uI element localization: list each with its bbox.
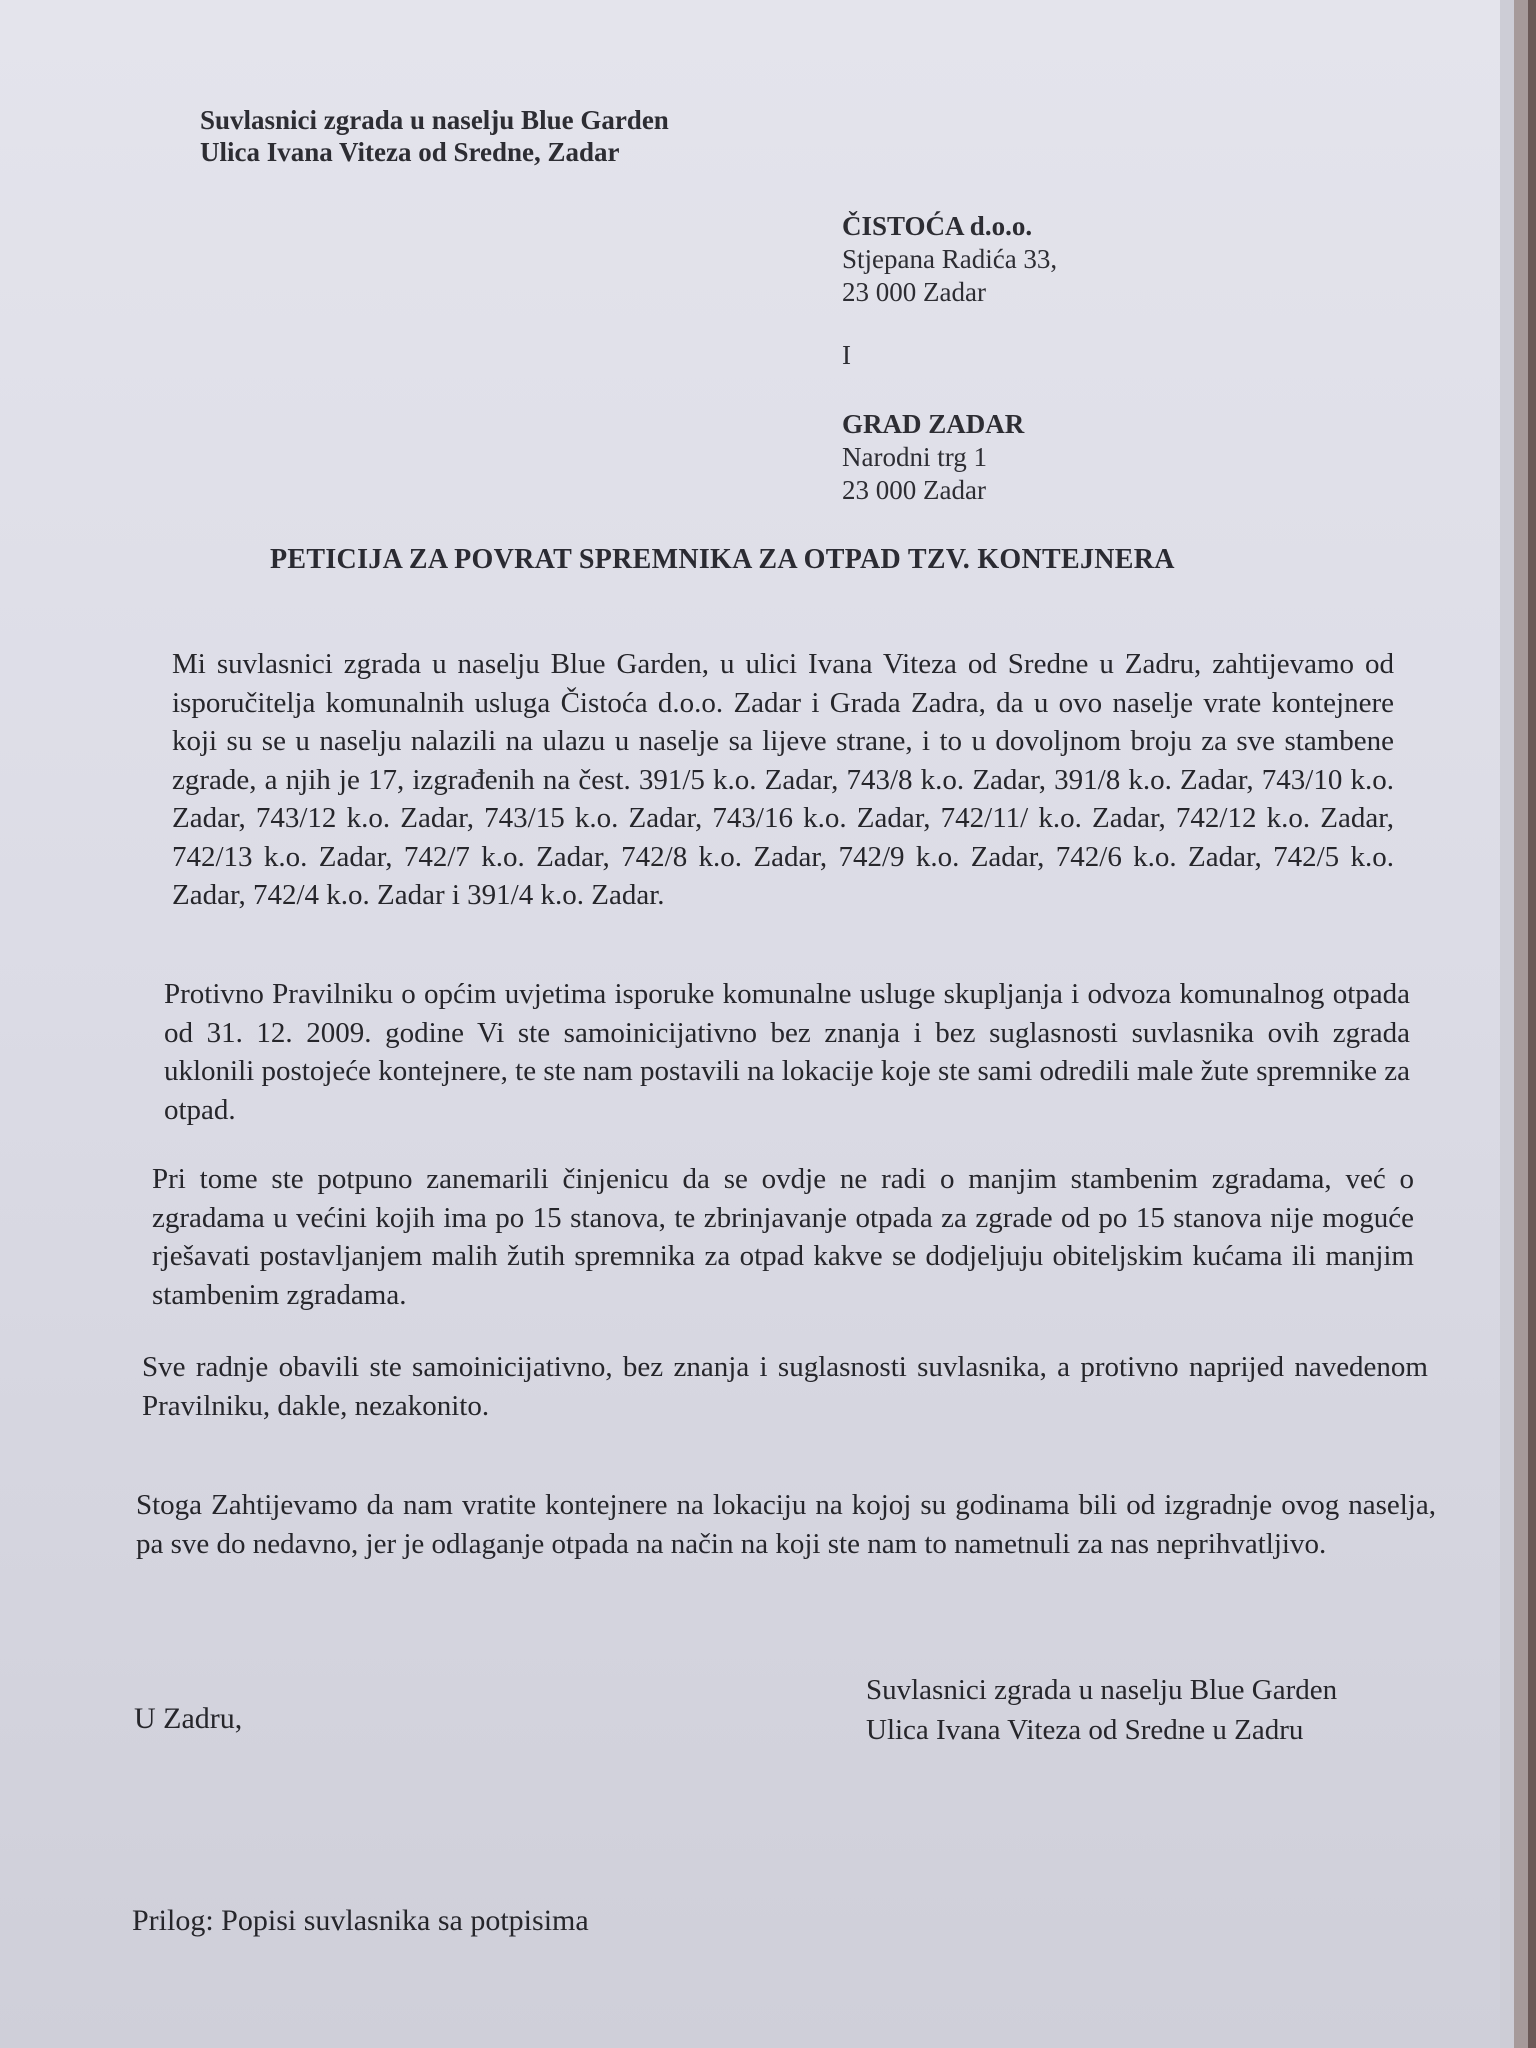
body-paragraph-5: Stoga Zahtijevamo da nam vratite kontejnere na lokaciju na kojoj su godinama bili od izgradnje ovog naselja, pa sve do nedavno, jer je odlaganje otpada na način na koji ste nam to nametnuli za nas neprihvatljivo. xyxy=(136,1489,1436,1560)
sender-line-2: Ulica Ivana Viteza od Sredne, Zadar xyxy=(200,137,620,167)
petition-title: PETICIJA ZA POVRAT SPREMNIKA ZA OTPAD TZV. KONTEJNERA xyxy=(270,544,1175,575)
sender-block xyxy=(200,104,669,168)
recipient-cistoca xyxy=(842,210,1057,309)
closing-signature-block xyxy=(866,1670,1337,1750)
recipient-cistoca-city: 23 000 Zadar xyxy=(842,277,986,307)
closing-line-1: Suvlasnici zgrada u naselju Blue Garden xyxy=(866,1674,1338,1706)
sender-line-1: Suvlasnici zgrada u naselju Blue Garden xyxy=(200,105,669,135)
closing-line-2: Ulica Ivana Viteza od Sredne u Zadru xyxy=(866,1714,1304,1746)
body-paragraph-2: Protivno Pravilniku o općim uvjetima isporuke komunalne usluge skupljanja i odvoza komunalnog otpada od 31. 12. 2009. godine Vi ste samoinicijativno bez znanja i bez suglasnosti suvlasnika ovih zgrada uklonili postojeće kontejnere, te ste nam postavili na lokacije koje ste sami odredili male žute spremnike za otpad. xyxy=(164,978,1410,1126)
recipient-grad-street: Narodni trg 1 xyxy=(842,442,987,472)
body-paragraph-4: Sve radnje obavili ste samoinicijativno, bez znanja i suglasnosti suvlasnika, a protivno naprijed navedenom Pravilniku, dakle, nezakonito. xyxy=(142,1351,1428,1422)
place-line: U Zadru, xyxy=(134,1702,243,1735)
background-surface xyxy=(1514,0,1528,2048)
attachment-note: Prilog: Popisi suvlasnika sa potpisima xyxy=(132,1904,589,1937)
recipient-grad-name: GRAD ZADAR xyxy=(842,409,1025,439)
body-paragraph-3: Pri tome ste potpuno zanemarili činjenicu da se ovdje ne radi o manjim stambenim zgradama, već o zgradama u većini kojih ima po 15 stanova, te zbrinjavanje otpada za zgrade od po 15 stanova nije moguće rješavati postavljanjem malih žutih spremnika za otpad kakve se dodjeljuju obiteljskim kućama ili manjim stambenim zgradama. xyxy=(152,1163,1414,1311)
recipient-grad-zadar xyxy=(842,408,1024,507)
recipient-cistoca-name: ČISTOĆA d.o.o. xyxy=(842,211,1033,241)
recipient-grad-city: 23 000 Zadar xyxy=(842,475,986,505)
recipient-cistoca-street: Stjepana Radića 33, xyxy=(842,244,1058,274)
paper-stack-edge xyxy=(1500,0,1514,2048)
recipient-conjunction: I xyxy=(842,340,851,370)
body-paragraph-1: Mi suvlasnici zgrada u naselju Blue Garden, u ulici Ivana Viteza od Sredne u Zadru, zahtijevamo od isporučitelja komunalnih usluga Čistoća d.o.o. Zadar i Grada Zadra, da u ovo naselje vrate kontejnere koji su se u naselju nalazili na ulazu u naselje sa lijeve strane, i to u dovoljnom broju za sve stambene zgrade, a njih je 17, izgrađenih na čest. 391/5 k.o. Zadar, 743/8 k.o. Zadar, 391/8 k.o. Zadar, 743/10 k.o. Zadar, 743/12 k.o. Zadar, 743/15 k.o. Zadar, 743/16 k.o. Zadar, 742/11/ k.o. Zadar, 742/12 k.o. Zadar, 742/13 k.o. Zadar, 742/7 k.o. Zadar, 742/8 k.o. Zadar, 742/9 k.o. Zadar, 742/6 k.o. Zadar, 742/5 k.o. Zadar, 742/4 k.o. Zadar i 391/4 k.o. Zadar. xyxy=(172,648,1394,911)
